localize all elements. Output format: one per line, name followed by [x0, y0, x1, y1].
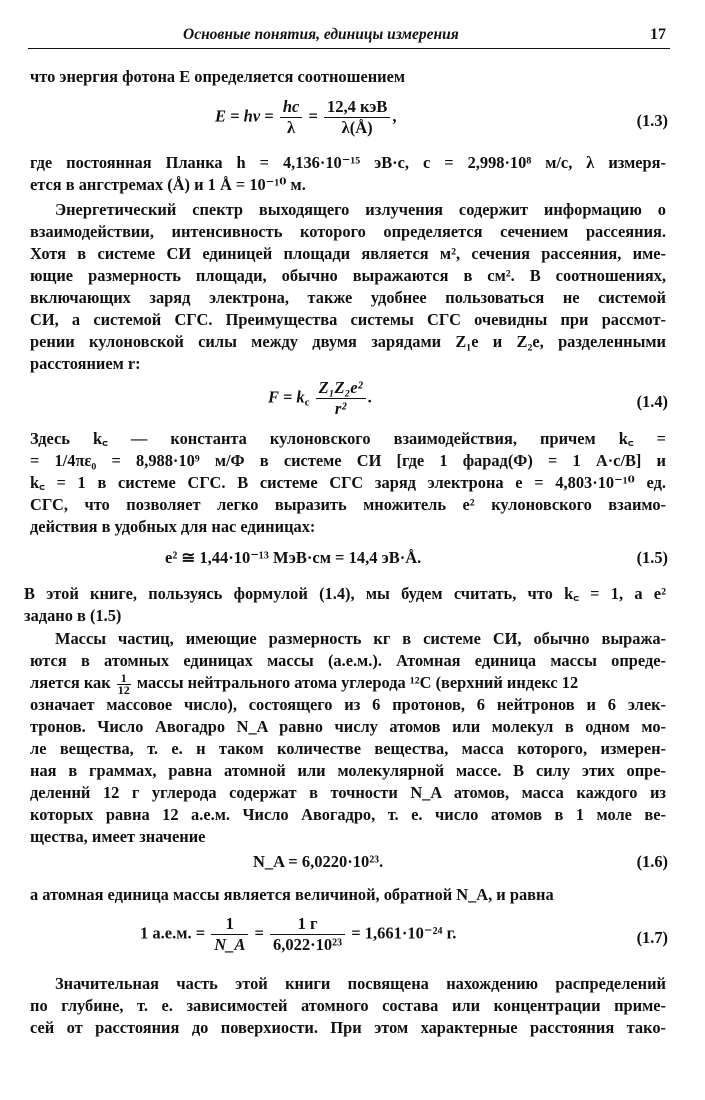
text-line: щества, имеет значение: [30, 827, 206, 846]
text-line: В этой книге, пользуясь формулой (1.4), мы будем считать, что k꜀ = 1, а e²: [24, 584, 666, 603]
text-line: ется в ангстремах (Å) и 1 Å = 10⁻¹⁰ м.: [30, 175, 306, 194]
equation-number-1-4: (1.4): [636, 392, 668, 411]
fraction-z1z2e2-r2: $\frac{\text{Z₁Z₂e²}}{\text{r²}}$: [316, 378, 366, 419]
text-line: деленнй 12 г углерода содержат в точности N_A атомов, масса каждого из: [30, 783, 666, 802]
text-line: ная в граммах, равна атомной или молекулярной массе. В силу этих опре-: [30, 761, 666, 780]
fraction-gram-over-avogadro: $\frac{1 г}{\text{6,022·10²³}}$: [270, 914, 345, 955]
text-line: означает массовое число), состоящего из 6 протонов, 6 нейтронов и 6 элек-: [30, 695, 666, 714]
running-header: [28, 26, 670, 49]
equation-1-3: E = hν = $\frac{hc}{\lambda}$ = $\frac{\text{12,4 кэВ}}{\lambda(Å)}$ ,: [215, 97, 397, 137]
equation-number-1-5: (1.5): [636, 548, 668, 567]
page-number: 17: [650, 26, 666, 43]
text-line: СИ, а системой СГС. Преимущества системы СГС очевидны при рассмот-: [30, 310, 666, 329]
equation-number-1-6: (1.6): [636, 852, 668, 871]
text-line: действия в удобных для нас единицах:: [30, 517, 316, 536]
text-line: ются в атомных единицах массы (а.е.м.). Атомная единица массы опреде-: [30, 651, 666, 670]
text-line-with-fraction: ляется как $\frac{1}{12}$ массы нейтрального атома углерода ¹²С (верхний индекс 12: [30, 670, 579, 697]
text-line: рении кулоновской силы между двумя зарядами Z₁e и Z₂e, разделенными: [30, 332, 666, 351]
text-line: Значительная часть этой книги посвящена нахождению распределений: [55, 974, 666, 993]
text-line: k꜀ = 1 в системе СГС. В системе СГС заряд электрона e = 4,803·10⁻¹⁰ ед.: [30, 473, 666, 492]
text-line: включающих заряд электрона, также удобнее пользоваться не системой: [30, 288, 666, 307]
text-line: = 1/4πε₀ = 8,988·10⁹ м/Ф в системе СИ [где 1 фарад(Ф) = 1 А·с/В] и: [30, 451, 666, 470]
text-line: Массы частиц, имеющие размерность кг в системе СИ, обычно выража-: [55, 629, 666, 648]
equation-1-7: 1 а.е.м. = $\frac{1}{N\_A}$ = $\frac{1 г}{\text{6,022·10²³}}$ = 1,661·10⁻²⁴ г.: [140, 914, 457, 954]
text-line: которых равна 12 а.е.м. Число Авогадро, т. е. число атомов в 1 моле ве-: [30, 805, 666, 824]
fraction-kev-lambda: $\frac{\text{12,4 кэВ}}{\lambda(Å)}$: [324, 97, 390, 138]
text-line: задано в (1.5): [24, 606, 122, 625]
text-line: Хотя в системе СИ единицей площади является м², сечения рассеяния, име-: [30, 244, 666, 263]
equation-number-1-3: (1.3): [636, 111, 668, 130]
text-line: по глубине, т. е. зависимостей атомного состава или концентрации приме-: [30, 996, 666, 1015]
equation-1-6: N_A = 6,0220·10²³.: [253, 852, 384, 871]
fraction-hc-lambda: $\frac{hc}{\lambda}$: [280, 97, 303, 138]
text-line: СГС, что позволяет легко выразить множитель e² кулоновского взаимо-: [30, 495, 666, 514]
equation-number-1-7: (1.7): [636, 928, 668, 947]
text-line: расстоянием r:: [30, 354, 141, 373]
text-line: где постоянная Планка h = 4,136·10⁻¹⁵ эВ·с, c = 2,998·10⁸ м/с, λ измеря-: [30, 153, 666, 172]
text-line: Энергетический спектр выходящего излучения содержит информацию о: [55, 200, 666, 219]
text-line: а атомная единица массы является величиной, обратной N_A, и равна: [30, 885, 554, 904]
text-line: тронов. Число Авогадро N_A равно числу атомов или молекул в одном мо-: [30, 717, 666, 736]
fraction-one-twelfth: $\frac{1}{12}$: [117, 670, 130, 697]
equation-1-5: e² ≅ 1,44·10⁻¹³ МэВ·см = 14,4 эВ·Å.: [165, 548, 422, 567]
text-line: взаимодействии, интенсивность которого определяется сечением рассеяния.: [30, 222, 666, 241]
text-line: сей от расстояния до поверхиости. При этом характерные расстояния тако-: [30, 1018, 666, 1037]
text-line: что энергия фотона E определяется соотношением: [30, 67, 406, 86]
text-line: ле вещества, т. е. н таком количестве вещества, масса которого, измерен-: [30, 739, 666, 758]
equation-1-4: $F = k_c$ $\frac{\text{Z₁Z₂e²}}{\text{r²}}$ .: [268, 378, 372, 418]
text-line: ющие размерность площади, обычно выражаются в см². В соотношениях,: [30, 266, 666, 285]
fraction-one-over-na: $\frac{1}{N\_A}$: [211, 914, 248, 955]
eq-lhs: E = hν =: [215, 106, 278, 126]
running-title: Основные понятия, единицы измерения: [183, 26, 459, 43]
text-line: Здесь k꜀ — константа кулоновского взаимодействия, причем k꜀ =: [30, 429, 666, 448]
